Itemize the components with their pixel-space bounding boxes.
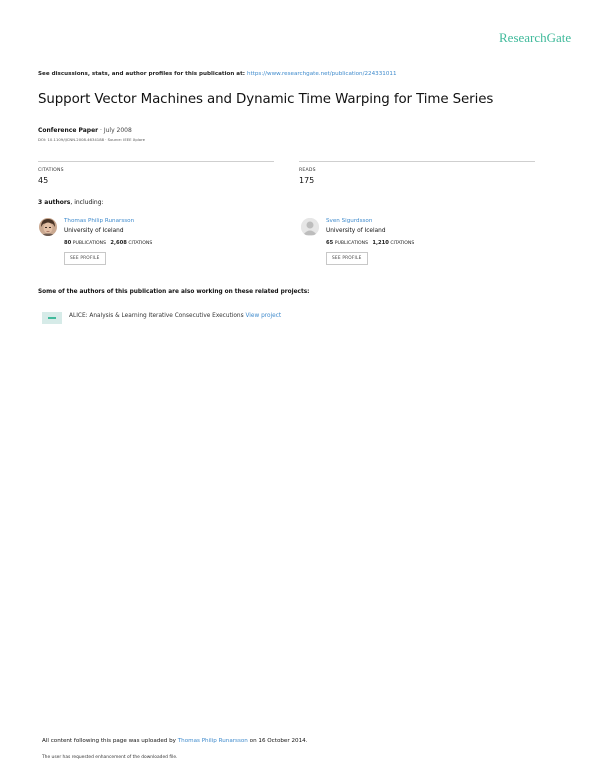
paper-date: · July 2008 <box>98 127 132 134</box>
author-avatar[interactable] <box>301 218 319 236</box>
publications-label: PUBLICATIONS <box>334 241 369 246</box>
author-stats <box>64 240 152 246</box>
disclaimer-text: See discussions, stats, and author profiles for this publication at: <box>38 71 245 77</box>
author-avatar[interactable] <box>39 218 57 236</box>
publications-count: 80 <box>64 240 72 246</box>
see-profile-button[interactable]: SEE PROFILE <box>326 252 368 265</box>
disclaimer-line <box>38 71 397 77</box>
publications-count: 65 <box>326 240 334 246</box>
citations-count: 45 <box>38 176 49 185</box>
upload-suffix: on 16 October 2014. <box>249 738 308 744</box>
citations-label: CITATIONS <box>38 168 64 173</box>
upload-prefix: All content following this page was uploaded by <box>42 738 176 744</box>
reads-label: READS <box>299 168 316 173</box>
divider <box>299 161 535 162</box>
citations-label: CITATIONS <box>390 241 415 246</box>
researchgate-logo[interactable]: ResearchGate <box>499 30 572 45</box>
divider <box>38 161 274 162</box>
author-institution: University of Iceland <box>64 228 124 234</box>
enhancement-note: The user has requested enhancement of the downloaded file. <box>42 755 178 760</box>
see-profile-button[interactable]: SEE PROFILE <box>64 252 106 265</box>
project-name: ALICE: Analysis & Learning Iterative Consecutive Executions <box>69 313 244 319</box>
reads-count: 175 <box>299 176 315 185</box>
author-stats <box>326 240 414 246</box>
author-name-link[interactable]: Sven Sigurdsson <box>326 218 373 224</box>
authors-suffix: , including: <box>70 199 104 206</box>
uploader-link[interactable]: Thomas Philip Runarsson <box>177 738 248 744</box>
publication-type <box>38 127 132 134</box>
view-project-link[interactable]: View project <box>245 313 282 319</box>
doi-source: DOI: 10.1109/IJCNN.2008.4634188 · Source: IEEE Xplore <box>38 137 145 142</box>
publication-link[interactable]: https://www.researchgate.net/publication/224331011 <box>246 71 397 77</box>
publications-label: PUBLICATIONS <box>72 241 107 246</box>
paper-title: Support Vector Machines and Dynamic Time Warping for Time Series <box>38 92 494 107</box>
authors-heading <box>38 199 104 206</box>
citations-label: CITATIONS <box>128 241 153 246</box>
citations-count: 1,210 <box>372 240 389 246</box>
projects-heading: Some of the authors of this publication are also working on these related projects: <box>38 289 310 295</box>
paper-type: Conference Paper <box>38 127 99 134</box>
authors-count: 3 authors <box>38 199 71 206</box>
author-institution: University of Iceland <box>326 228 386 234</box>
project-item <box>69 313 281 319</box>
upload-note <box>42 738 307 744</box>
citations-count: 2,608 <box>110 240 127 246</box>
project-thumbnail-icon[interactable] <box>42 312 62 324</box>
author-name-link[interactable]: Thomas Philip Runarsson <box>64 218 135 224</box>
